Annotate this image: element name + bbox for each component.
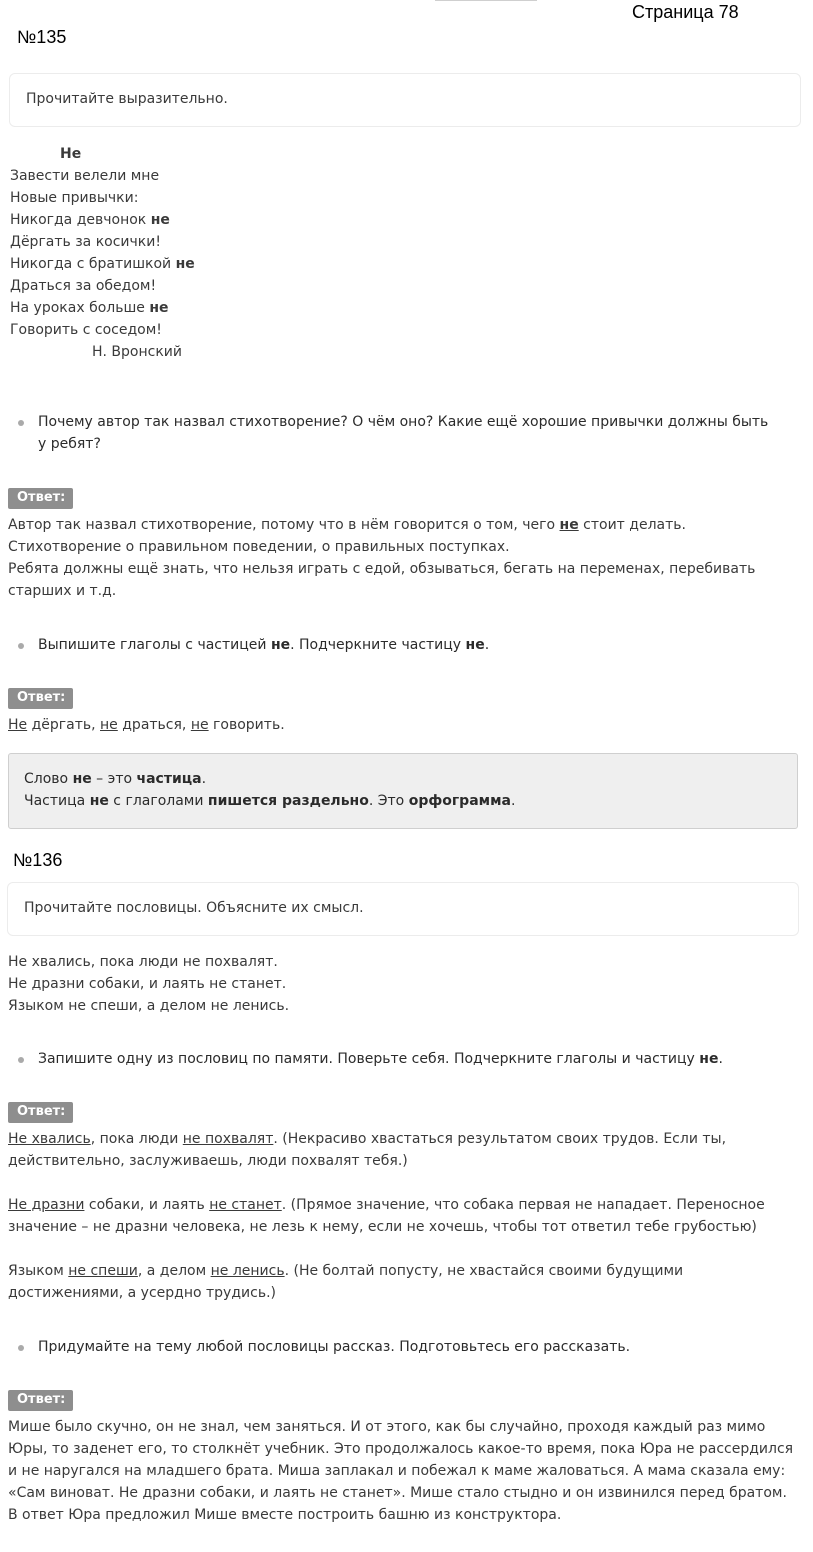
poem-line: Новые привычки: — [10, 190, 139, 206]
task-number-135: №135 — [17, 27, 67, 47]
proverb: Языком не спеши, а делом не ленись. — [8, 998, 290, 1014]
task-instruction-box — [9, 73, 801, 127]
bullet-dot-icon — [18, 1057, 24, 1063]
question-bullet: Придумайте на тему любой пословицы рассказ. Подготовьтесь его рассказать. — [38, 1336, 798, 1358]
task-instruction: Прочитайте выразительно. — [26, 91, 228, 107]
answer-text: Не дёргать, не драться, не говорить. — [8, 717, 285, 733]
task-number-136: №136 — [13, 850, 63, 870]
question-bullet: Почему автор так назвал стихотворение? О чём оно? Какие ещё хорошие привычки должны быть у ребят? — [38, 411, 798, 455]
poem-line: На уроках больше не — [10, 300, 169, 316]
poem-line: Дёргать за косички! — [10, 234, 161, 250]
question-bullet: Запишите одну из пословиц по памяти. Поверьте себя. Подчеркните глаголы и частицу не. — [38, 1048, 798, 1070]
question-bullet: Выпишите глаголы с частицей не. Подчеркните частицу не. — [38, 634, 798, 656]
poem-line: Никогда с братишкой не — [10, 256, 195, 272]
bullet-dot-icon — [18, 420, 24, 426]
bullet-dot-icon — [18, 643, 24, 649]
poem — [10, 143, 195, 363]
answer-badge: Ответ: — [8, 488, 73, 509]
answer-badge: Ответ: — [8, 688, 73, 709]
top-divider — [435, 0, 537, 1]
page-number: Страница 78 — [632, 2, 739, 22]
poem-author: Н. Вронский — [92, 344, 182, 360]
task-instruction: Прочитайте пословицы. Объясните их смысл. — [24, 900, 364, 916]
poem-title: Не — [60, 146, 82, 162]
poem-line: Завести велели мне — [10, 168, 160, 184]
answer-text: Автор так назвал стихотворение, потому что в нём говорится о том, чего не стоит делать. Стихотворение о правильном поведении, о правильных поступках. Ребята должны ещё знать, что нельзя играть с едой, обзываться, бегать на переменах, перебивать старших и т.д. — [8, 517, 756, 599]
proverbs — [8, 951, 289, 1017]
proverb: Не дразни собаки, и лаять не станет. — [8, 976, 287, 992]
poem-line: Говорить с соседом! — [10, 322, 162, 338]
answer-badge: Ответ: — [8, 1102, 73, 1123]
rule-box: Слово не – это частица. Частица не с глаголами пишется раздельно. Это орфограмма. — [8, 753, 798, 829]
answer-badge: Ответ: — [8, 1390, 73, 1411]
task-instruction-box — [7, 882, 799, 936]
poem-line: Драться за обедом! — [10, 278, 157, 294]
poem-line: Никогда девчонок не — [10, 212, 170, 228]
proverb: Не хвались, пока люди не похвалят. — [8, 954, 278, 970]
answer-text: Мише было скучно, он не знал, чем заняться. И от этого, как бы случайно, проходя каждый раз мимо Юры, то заденет его, то столкнёт учебник. Это продолжалось какое-то время, пока Юра не рассердился и не наругался на младшего брата. Миша заплакал и побежал к маме жаловаться. А мама сказала ему: «Сам виноват. Не дразни собаки, и лаять не станет». Мише стало стыдно и он извинился перед братом. В ответ Юра предложил Мише вместе построить башню из конструктора. — [8, 1419, 794, 1523]
bullet-dot-icon — [18, 1345, 24, 1351]
answer-text: Не хвались, пока люди не похвалят. (Некрасиво хвастаться результатом своих трудов. Если ты, действительно, заслуживаешь, люди похвалят тебя.) Не дразни собаки, и лаять не станет. (Прямое значение, что собака первая не нападает. Переносное значение – не дразни человека, не лезь к нему, если не хочешь, чтобы тот ответил тебе грубостью) Языком не спеши, а делом не ленись. (Не болтай попусту, не хвастайся своими будущими достижениями, а усердно трудись.) — [8, 1131, 765, 1301]
